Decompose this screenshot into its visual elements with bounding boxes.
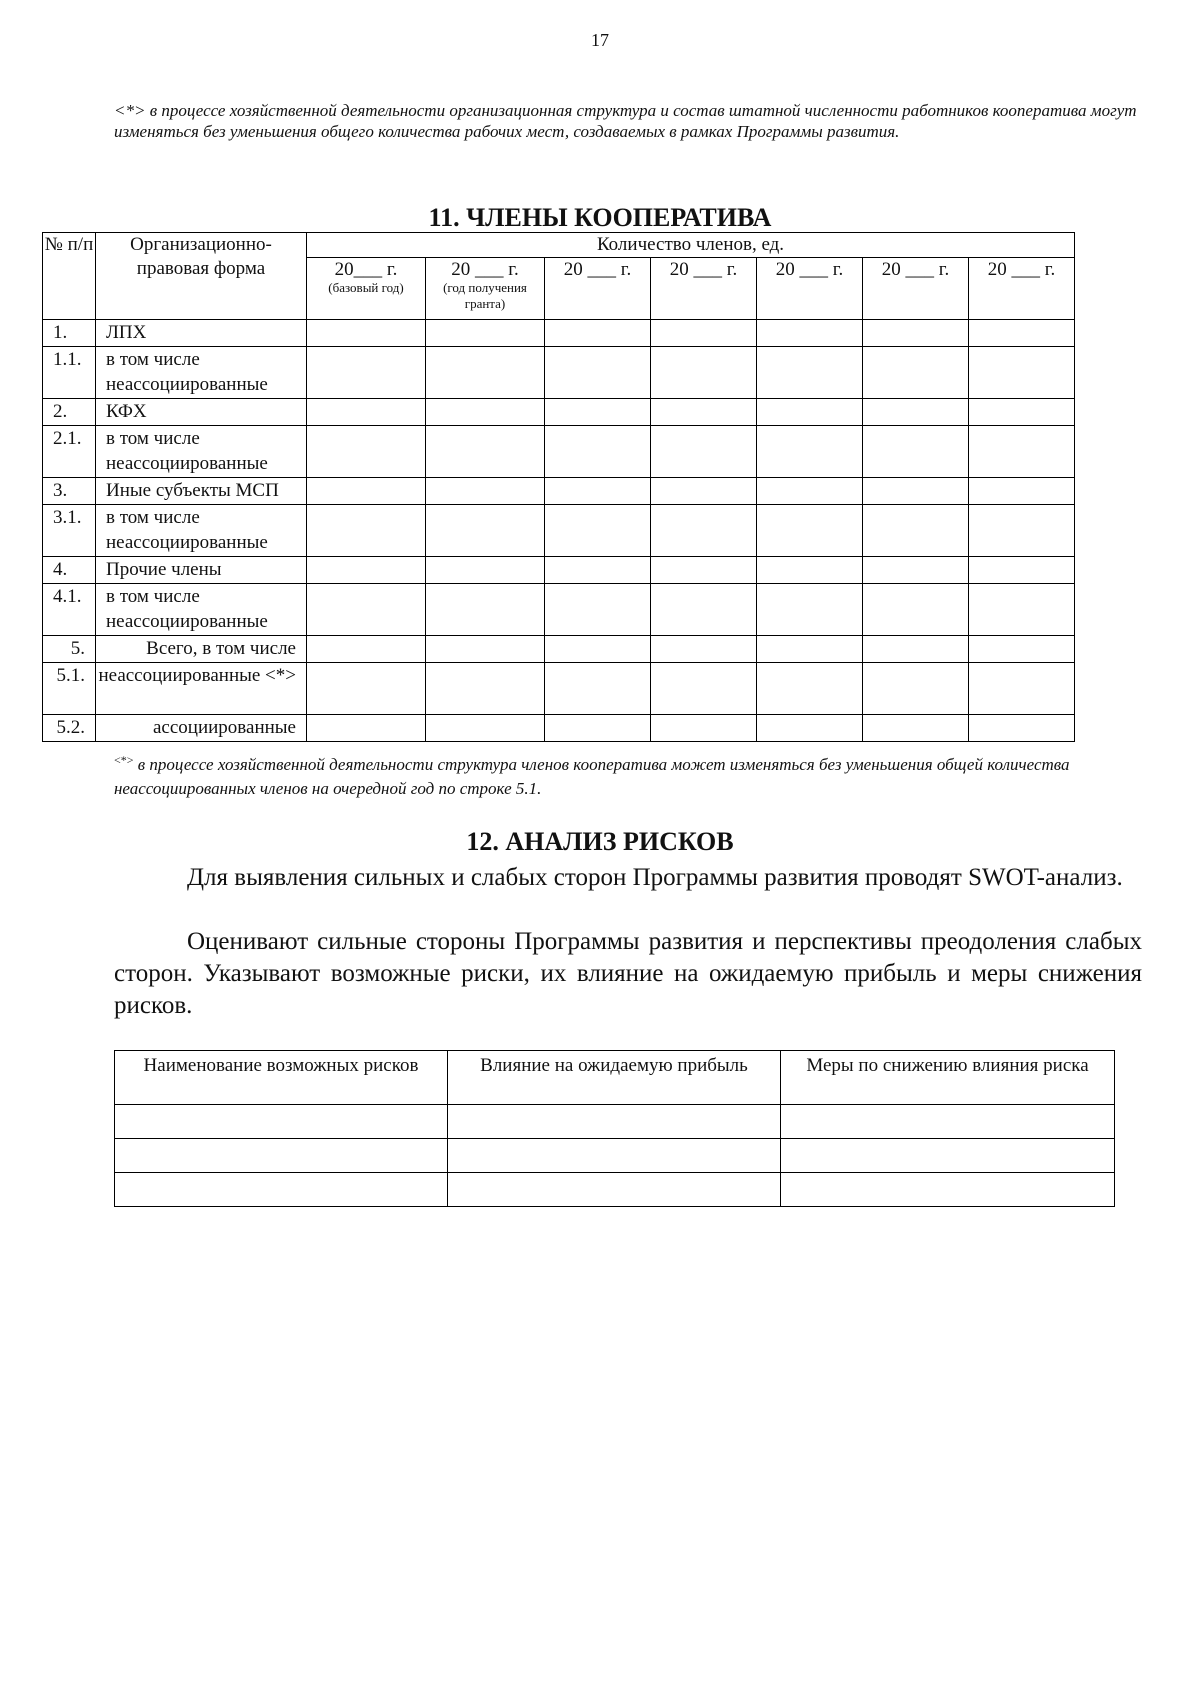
row-label: в том числе неассоциированные xyxy=(96,347,307,399)
value-cell[interactable] xyxy=(969,636,1075,663)
value-cell[interactable] xyxy=(969,557,1075,584)
value-cell[interactable] xyxy=(651,584,757,636)
table-row xyxy=(43,320,1075,347)
table-cell[interactable] xyxy=(115,1173,448,1207)
value-cell[interactable] xyxy=(545,399,651,426)
footnote-marker: <*> xyxy=(114,753,134,767)
table-row xyxy=(43,426,1075,478)
col-header-profit-impact: Влияние на ожидаемую прибыль xyxy=(448,1051,781,1105)
value-cell[interactable] xyxy=(757,663,863,715)
value-cell[interactable] xyxy=(651,399,757,426)
table-row xyxy=(43,636,1075,663)
value-cell[interactable] xyxy=(307,636,426,663)
value-cell[interactable] xyxy=(426,505,545,557)
table-row xyxy=(43,715,1075,742)
value-cell[interactable] xyxy=(863,636,969,663)
col-header-number: № п/п xyxy=(43,233,96,320)
footnote-text: в процессе хозяйственной деятельности структура членов кооператива может изменяться без уменьшения общей количества неассоциированных членов на очередной год по строке 5.1. xyxy=(114,755,1070,798)
value-cell[interactable] xyxy=(307,320,426,347)
value-cell[interactable] xyxy=(863,505,969,557)
row-number: 3.1. xyxy=(43,505,96,557)
value-cell[interactable] xyxy=(757,347,863,399)
row-label: ассоциированные xyxy=(96,715,307,742)
value-cell[interactable] xyxy=(307,557,426,584)
row-number: 3. xyxy=(43,478,96,505)
row-number: 5.1. xyxy=(43,663,96,715)
value-cell[interactable] xyxy=(545,426,651,478)
table-cell[interactable] xyxy=(781,1105,1115,1139)
value-cell[interactable] xyxy=(863,478,969,505)
value-cell[interactable] xyxy=(426,715,545,742)
table-row xyxy=(43,399,1075,426)
table-row xyxy=(43,347,1075,399)
row-number: 4.1. xyxy=(43,584,96,636)
row-number: 5. xyxy=(43,636,96,663)
value-cell[interactable] xyxy=(426,478,545,505)
value-cell[interactable] xyxy=(307,426,426,478)
year-header: 20 ___ г. xyxy=(757,258,863,320)
value-cell[interactable] xyxy=(545,636,651,663)
table-cell[interactable] xyxy=(781,1139,1115,1173)
risks-paragraph: Оценивают сильные стороны Программы развития и перспективы преодоления слабых сторон. Указывают возможные риски, их влияние на ожидаемую прибыль и меры снижения рисков. xyxy=(114,928,1142,1019)
value-cell[interactable] xyxy=(863,426,969,478)
row-number: 5.2. xyxy=(43,715,96,742)
col-header-mitigation: Меры по снижению влияния риска xyxy=(781,1051,1115,1105)
value-cell[interactable] xyxy=(863,584,969,636)
table-cell[interactable] xyxy=(115,1139,448,1173)
row-number: 2.1. xyxy=(43,426,96,478)
section-12-title: 12. АНАЛИЗ РИСКОВ xyxy=(466,827,734,856)
value-cell[interactable] xyxy=(545,557,651,584)
row-number: 1. xyxy=(43,320,96,347)
value-cell[interactable] xyxy=(651,715,757,742)
staffing-footnote: <*> в процессе хозяйственной деятельности организационная структура и состав штатной численности работников кооператива могут изменяться без уменьшения общего количества рабочих мест, создаваемых в рамках Программы развития. xyxy=(114,101,1137,141)
year-header-base: 20___ г. (базовый год) xyxy=(307,258,426,320)
row-number: 2. xyxy=(43,399,96,426)
value-cell[interactable] xyxy=(307,478,426,505)
value-cell[interactable] xyxy=(863,715,969,742)
row-label: в том числе неассоциированные xyxy=(96,505,307,557)
value-cell[interactable] xyxy=(757,426,863,478)
value-cell[interactable] xyxy=(757,715,863,742)
value-cell[interactable] xyxy=(426,399,545,426)
col-header-risk-name: Наименование возможных рисков xyxy=(115,1051,448,1105)
value-cell[interactable] xyxy=(426,320,545,347)
value-cell[interactable] xyxy=(307,663,426,715)
value-cell[interactable] xyxy=(651,426,757,478)
value-cell[interactable] xyxy=(863,320,969,347)
value-cell[interactable] xyxy=(757,557,863,584)
row-label: Прочие члены xyxy=(96,557,307,584)
table-row xyxy=(43,584,1075,636)
value-cell[interactable] xyxy=(651,557,757,584)
table-cell[interactable] xyxy=(781,1173,1115,1207)
year-header: 20 ___ г. xyxy=(545,258,651,320)
table-row xyxy=(115,1105,1115,1139)
swot-paragraph: Для выявления сильных и слабых сторон Программы развития проводят SWOT-анализ. xyxy=(187,864,1123,891)
value-cell[interactable] xyxy=(969,663,1075,715)
year-header: 20 ___ г. xyxy=(969,258,1075,320)
value-cell[interactable] xyxy=(757,505,863,557)
col-header-legal-form: Организационно-правовая форма xyxy=(96,233,307,320)
value-cell[interactable] xyxy=(757,584,863,636)
value-cell[interactable] xyxy=(307,399,426,426)
value-cell[interactable] xyxy=(545,478,651,505)
value-cell[interactable] xyxy=(969,715,1075,742)
value-cell[interactable] xyxy=(757,636,863,663)
value-cell[interactable] xyxy=(651,320,757,347)
row-label: в том числе неассоциированные xyxy=(96,584,307,636)
value-cell[interactable] xyxy=(863,347,969,399)
value-cell[interactable] xyxy=(651,663,757,715)
members-footnote xyxy=(114,748,1174,801)
year-header-grant: 20 ___ г. (год получения гранта) xyxy=(426,258,545,320)
value-cell[interactable] xyxy=(969,347,1075,399)
table-row xyxy=(43,478,1075,505)
col-header-member-count: Количество членов, ед. xyxy=(307,233,1075,258)
value-cell[interactable] xyxy=(545,715,651,742)
table-row xyxy=(43,663,1075,715)
table-cell[interactable] xyxy=(115,1105,448,1139)
table-cell[interactable] xyxy=(448,1173,781,1207)
value-cell[interactable] xyxy=(969,320,1075,347)
value-cell[interactable] xyxy=(863,399,969,426)
row-label: неассоциированные <*> xyxy=(96,663,307,715)
year-header: 20 ___ г. xyxy=(863,258,969,320)
value-cell[interactable] xyxy=(545,505,651,557)
value-cell[interactable] xyxy=(651,347,757,399)
value-cell[interactable] xyxy=(426,636,545,663)
value-cell[interactable] xyxy=(651,636,757,663)
value-cell[interactable] xyxy=(969,505,1075,557)
section-11-title: 11. ЧЛЕНЫ КООПЕРАТИВА xyxy=(428,203,772,232)
cooperative-members-table xyxy=(42,232,1075,742)
row-label: КФХ xyxy=(96,399,307,426)
value-cell[interactable] xyxy=(307,715,426,742)
row-number: 4. xyxy=(43,557,96,584)
value-cell[interactable] xyxy=(426,426,545,478)
table-cell[interactable] xyxy=(448,1105,781,1139)
value-cell[interactable] xyxy=(545,663,651,715)
year-header: 20 ___ г. xyxy=(651,258,757,320)
value-cell[interactable] xyxy=(545,584,651,636)
value-cell[interactable] xyxy=(307,505,426,557)
value-cell[interactable] xyxy=(307,584,426,636)
value-cell[interactable] xyxy=(757,320,863,347)
value-cell[interactable] xyxy=(426,663,545,715)
risks-table xyxy=(114,1050,1115,1207)
value-cell[interactable] xyxy=(969,478,1075,505)
value-cell[interactable] xyxy=(545,347,651,399)
table-row xyxy=(43,557,1075,584)
value-cell[interactable] xyxy=(969,426,1075,478)
table-row xyxy=(43,505,1075,557)
row-label: ЛПХ xyxy=(96,320,307,347)
value-cell[interactable] xyxy=(757,478,863,505)
value-cell[interactable] xyxy=(426,584,545,636)
page-number: 17 xyxy=(591,30,609,50)
value-cell[interactable] xyxy=(651,478,757,505)
value-cell[interactable] xyxy=(651,505,757,557)
value-cell[interactable] xyxy=(307,347,426,399)
row-label: Иные субъекты МСП xyxy=(96,478,307,505)
row-label: Всего, в том числе xyxy=(96,636,307,663)
value-cell[interactable] xyxy=(863,663,969,715)
value-cell[interactable] xyxy=(757,399,863,426)
row-label: в том числе неассоциированные xyxy=(96,426,307,478)
value-cell[interactable] xyxy=(863,557,969,584)
table-row xyxy=(115,1173,1115,1207)
table-row xyxy=(115,1139,1115,1173)
value-cell[interactable] xyxy=(426,347,545,399)
value-cell[interactable] xyxy=(969,584,1075,636)
row-number: 1.1. xyxy=(43,347,96,399)
value-cell[interactable] xyxy=(969,399,1075,426)
value-cell[interactable] xyxy=(545,320,651,347)
table-cell[interactable] xyxy=(448,1139,781,1173)
value-cell[interactable] xyxy=(426,557,545,584)
